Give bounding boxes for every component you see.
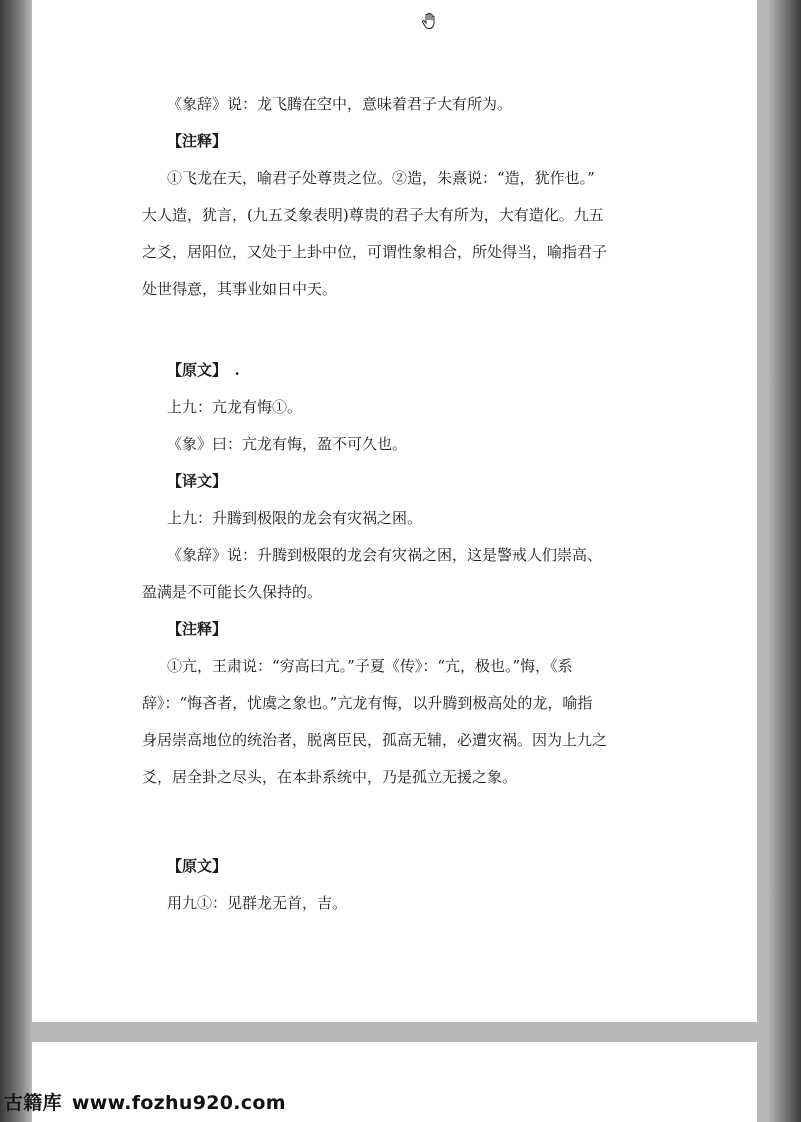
text-block-b	[142, 352, 654, 796]
paragraph-line: 处世得意，其事业如日中天。	[142, 280, 338, 298]
paragraph-line: 《象》曰：亢龙有悔，盈不可久也。	[167, 435, 408, 453]
hand-cursor-icon	[421, 12, 437, 30]
paragraph-line: 《象辞》说：升腾到极限的龙会有灾祸之困，这是警戒人们崇高、	[167, 546, 603, 564]
watermark-url: www.fozhu920.com	[71, 1092, 286, 1114]
paragraph-line: 上九：升腾到极限的龙会有灾祸之困。	[167, 509, 423, 527]
section-heading-translation: 【译文】	[167, 472, 228, 490]
text-block-a	[142, 86, 654, 308]
section-heading-annotation: 【注释】	[167, 132, 228, 150]
watermark-name: 古籍库	[4, 1092, 62, 1114]
section-heading-original: 【原文】	[167, 857, 228, 875]
paragraph-line: 辞》：“悔吝者，忧虞之象也。”亢龙有悔，以升腾到极高处的龙，喻指	[142, 694, 593, 712]
paragraph-line: 大人造，犹言，(九五爻象表明)尊贵的君子大有所为，大有造化。九五	[142, 206, 604, 224]
section-heading-original: 【原文】 .	[167, 361, 240, 379]
paragraph-line: 盈满是不可能长久保持的。	[142, 583, 323, 601]
paragraph-line: 上九：亢龙有悔①。	[167, 398, 303, 416]
paragraph-line: ①飞龙在天，喻君子处尊贵之位。②造，朱熹说：“造，犹作也。”	[167, 169, 595, 187]
paragraph-line: 爻，居全卦之尽头，在本卦系统中，乃是孤立无援之象。	[142, 768, 518, 786]
site-watermark	[4, 1088, 286, 1115]
paragraph-line: 《象辞》说：龙飞腾在空中，意味着君子大有所为。	[167, 95, 513, 113]
section-heading-annotation: 【注释】	[167, 620, 228, 638]
document-page-1	[32, 0, 757, 1022]
paragraph-line: 用九①：见群龙无首，吉。	[167, 894, 348, 912]
paragraph-line: 身居崇高地位的统治者，脱离臣民，孤高无辅，必遭灾祸。因为上九之	[142, 731, 608, 749]
paragraph-line: ①亢，王肃说：“穷高曰亢。”子夏《传》：“亢，极也。”悔，《系	[167, 657, 573, 675]
text-block-c	[142, 848, 654, 922]
paragraph-line: 之爻，居阳位，又处于上卦中位，可谓性象相合，所处得当，喻指君子	[142, 243, 608, 261]
